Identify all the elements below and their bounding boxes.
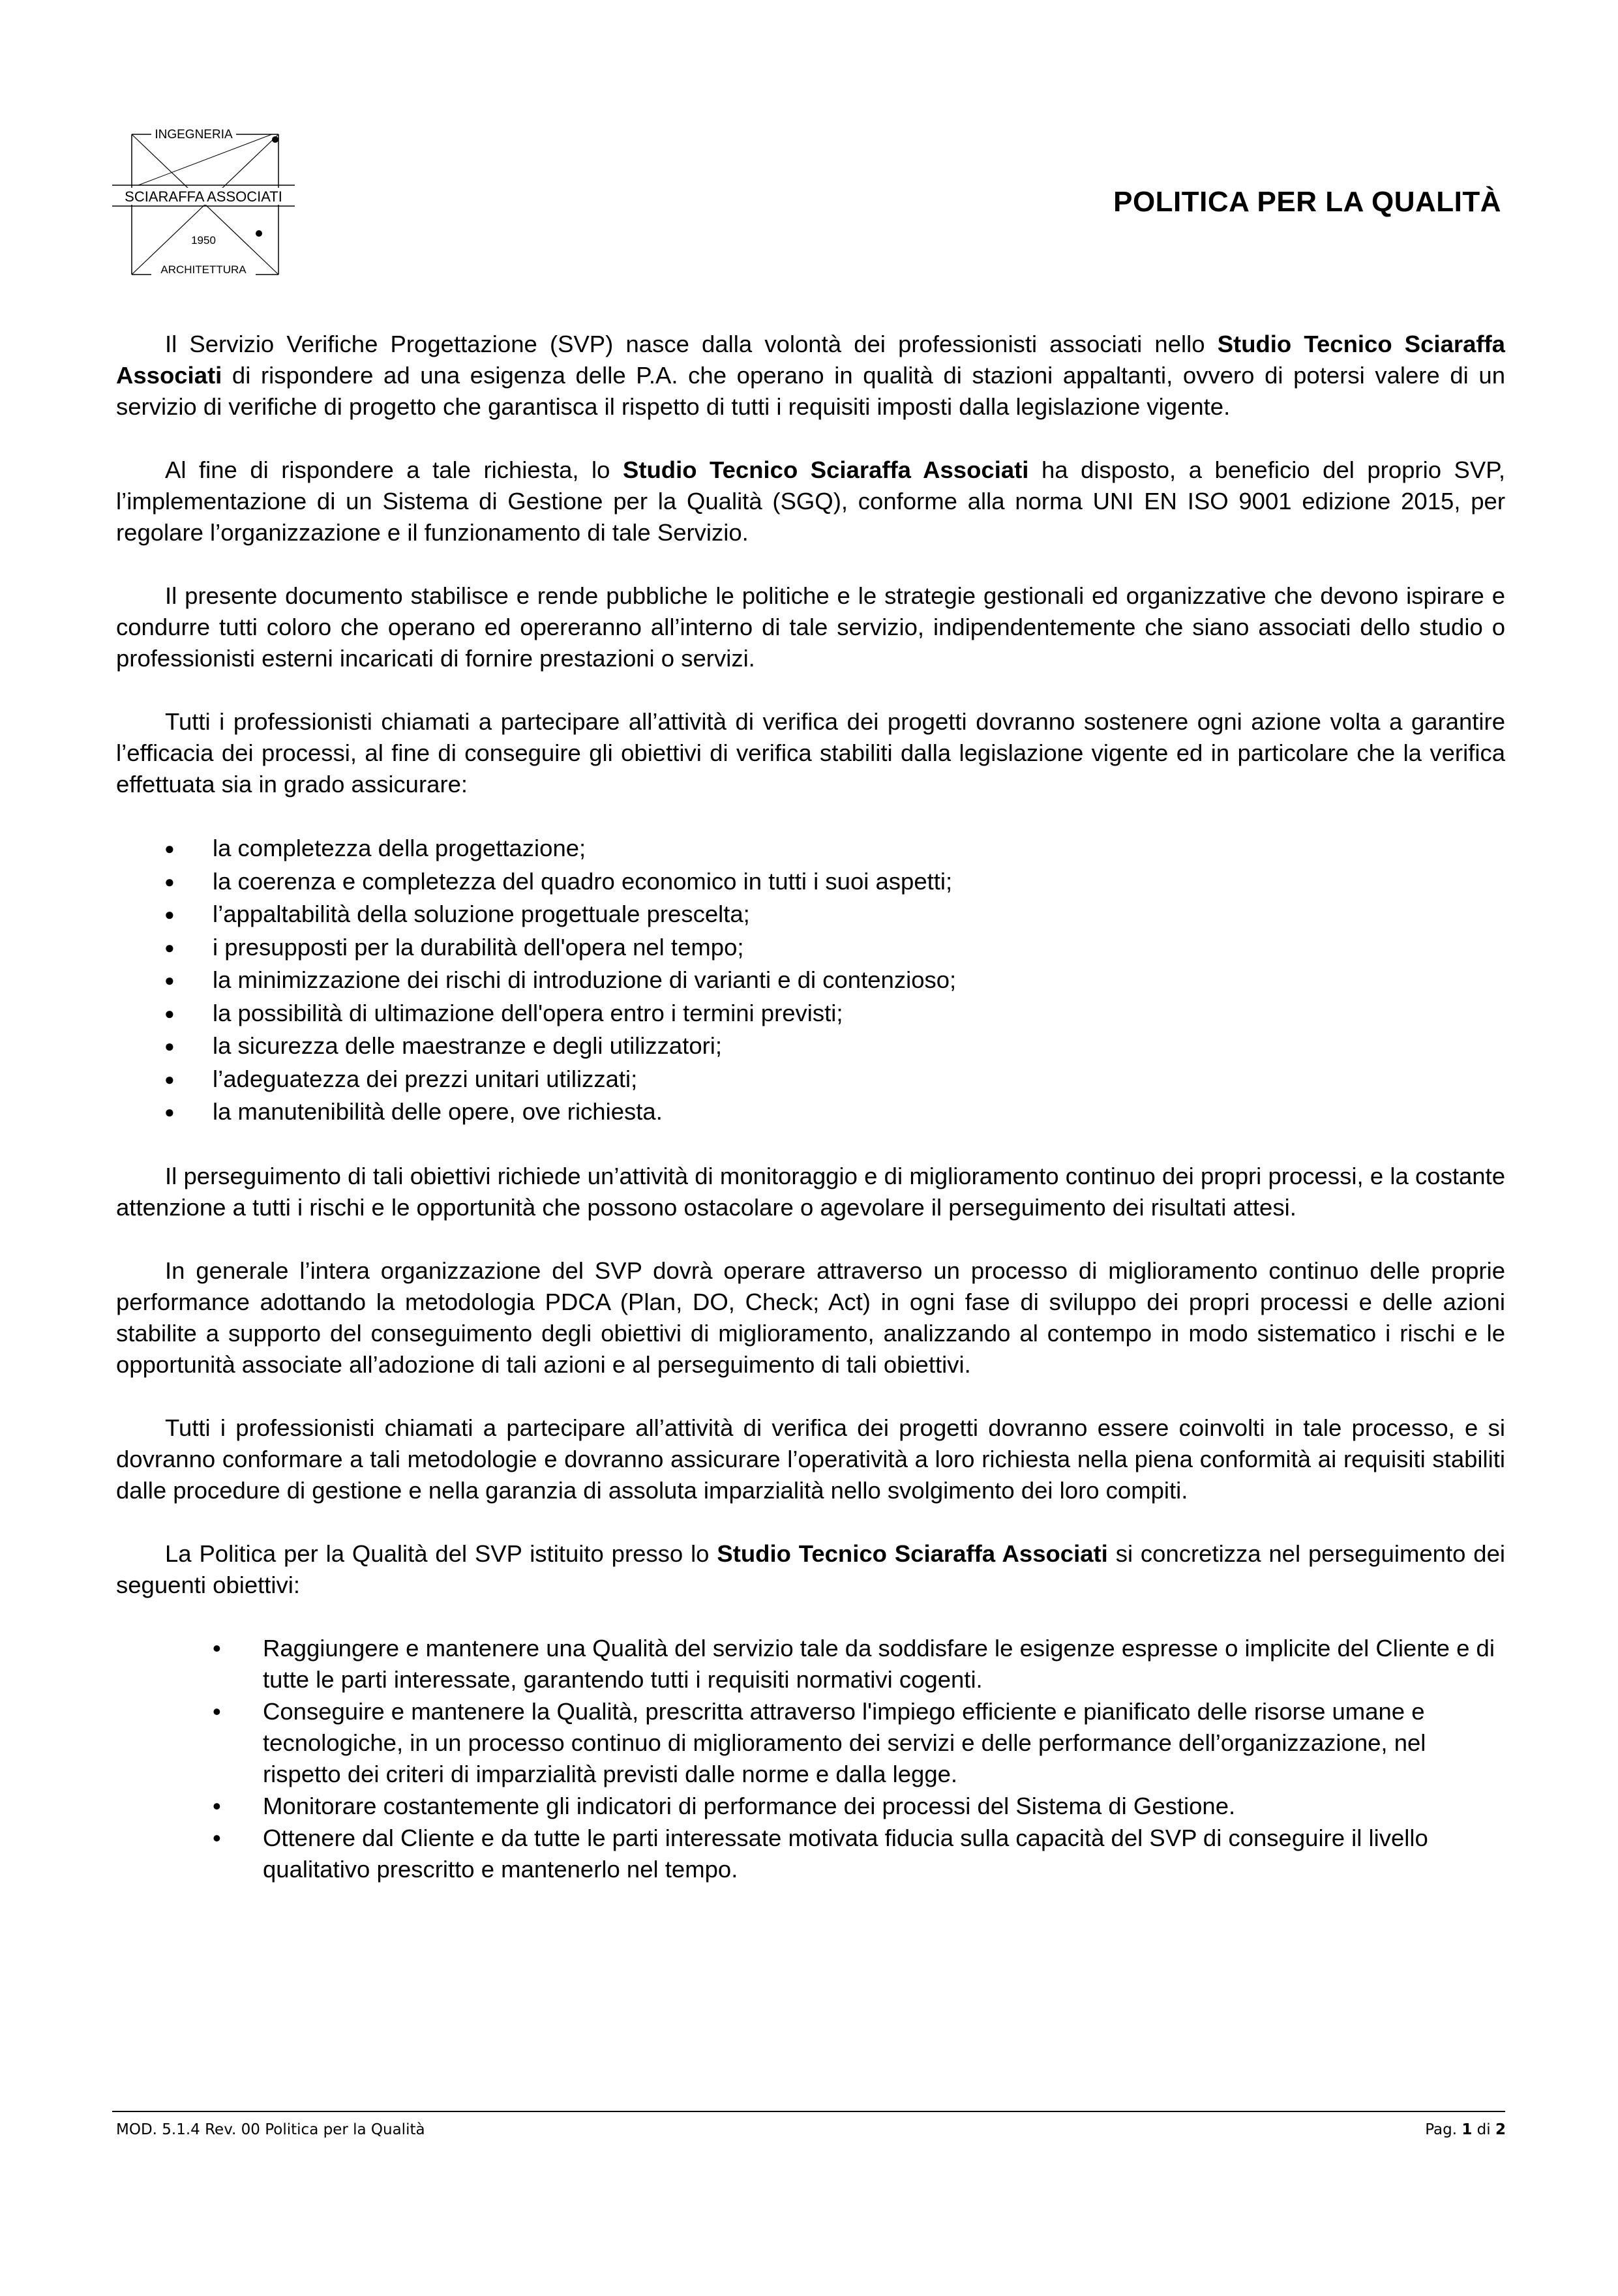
bullet-icon: ● xyxy=(164,904,175,924)
list-item-text: la minimizzazione dei rischi di introduzione di varianti e di contenzioso; xyxy=(213,966,957,993)
paragraph-2-bold: Studio Tecnico Sciaraffa Associati xyxy=(622,456,1029,483)
paragraph-8-text-b: si concretizza nel perseguimento dei seguenti obiettivi: xyxy=(116,1540,1505,1598)
footer-divider xyxy=(112,2111,1505,2112)
logo-text-bottom: ARCHITETTURA xyxy=(160,263,247,276)
list-item xyxy=(116,898,1505,931)
paragraph-2-text-b: ha disposto, a beneficio del proprio SVP, l’implementazione di un Sistema di Gestione per la Qualità (SGQ), conforme alla norma UNI EN ISO 9001 edizione 2015, per regolare l’organizzazione e il funzionamento di tale Servizio. xyxy=(116,456,1505,546)
quality-objectives-list xyxy=(116,1633,1505,1885)
bullet-icon: ● xyxy=(164,1102,175,1122)
bullet-icon: ● xyxy=(164,839,175,858)
list-item-text: la completezza della progettazione; xyxy=(213,835,586,861)
paragraph-3: Il presente documento stabilisce e rende pubbliche le politiche e le strategie gestionali ed organizzative che devono ispirare e condurre tutti coloro che operano ed opereranno all’interno di tale servizio, indipendentemente che siano associati dello studio o professionisti esterni incaricati di fornire prestazioni o servizi. xyxy=(116,582,1505,672)
list-item xyxy=(116,1633,1505,1695)
paragraph-8 xyxy=(116,1538,1505,1601)
list-item xyxy=(116,997,1505,1030)
logo-graphic xyxy=(112,121,295,278)
logo-text-year: 1950 xyxy=(191,234,216,246)
footer-document-code: MOD. 5.1.4 Rev. 00 Politica per la Qualità xyxy=(116,2121,425,2138)
list-item-text: la possibilità di ultimazione dell'opera entro i termini previsti; xyxy=(213,999,843,1026)
document-body xyxy=(116,329,1505,1886)
bullet-icon: ● xyxy=(164,1036,175,1056)
paragraph-1 xyxy=(116,329,1505,423)
logo-text-top: INGEGNERIA xyxy=(155,128,233,142)
list-item xyxy=(116,1063,1505,1096)
page-current: 1 xyxy=(1461,2121,1473,2138)
paragraph-1-bold: Studio Tecnico Sciaraffa Associati xyxy=(116,331,1505,389)
paragraph-4: Tutti i professionisti chiamati a partecipare all’attività di verifica dei progetti dovranno sostenere ogni azione volta a garantire l’efficacia dei processi, al fine di conseguire gli obiettivi di verifica stabiliti dalla legislazione vigente ed in particolare che la verifica effettuata sia in grado assicurare: xyxy=(116,708,1505,798)
list-item-text: la coerenza e completezza del quadro economico in tutti i suoi aspetti; xyxy=(213,867,953,895)
paragraph-1-text-a: Il Servizio Verifiche Progettazione (SVP) nasce dalla volontà dei professionisti associati nello xyxy=(165,331,1218,357)
paragraph-8-text-a: La Politica per la Qualità del SVP istituito presso lo xyxy=(165,1540,717,1567)
list-item xyxy=(116,865,1505,899)
bullet-icon: ● xyxy=(164,871,175,891)
bullet-icon: ● xyxy=(164,1003,175,1023)
bullet-icon: • xyxy=(213,1634,221,1662)
page-total: 2 xyxy=(1495,2121,1506,2138)
bullet-icon: ● xyxy=(164,937,175,957)
bullet-icon: ● xyxy=(164,970,175,990)
paragraph-2 xyxy=(116,455,1505,548)
page-label: Pag. xyxy=(1425,2121,1462,2138)
list-item-text: l’adeguatezza dei prezzi unitari utilizzati; xyxy=(213,1065,638,1092)
page-separator: di xyxy=(1472,2121,1495,2138)
list-item xyxy=(116,832,1505,865)
list-item xyxy=(116,1696,1505,1790)
verification-goals-list xyxy=(116,832,1505,1129)
list-item-text: Conseguire e mantenere la Qualità, prescritta attraverso l'impiego efficiente e pianificato delle risorse umane e tecnologiche, in un processo continuo di miglioramento dei servizi e delle performance dell’organizzazione, nel rispetto dei criteri di imparzialità previsti dalle norme e dalla legge. xyxy=(263,1697,1426,1787)
list-item xyxy=(116,1096,1505,1129)
logo-text-name: SCIARAFFA ASSOCIATI xyxy=(125,188,282,205)
list-item xyxy=(116,1030,1505,1063)
paragraph-1-text-b: di rispondere ad una esigenza delle P.A. che operano in qualità di stazioni appaltanti, ovvero di potersi valere di un servizio di verifiche di progetto che garantisca il rispetto di tutti i requisiti imposti dalla legislazione vigente. xyxy=(116,362,1505,420)
paragraph-8-bold: Studio Tecnico Sciaraffa Associati xyxy=(717,1540,1108,1567)
bullet-icon: • xyxy=(213,1697,221,1725)
list-item-text: Monitorare costantemente gli indicatori di performance dei processi del Sistema di Gestione. xyxy=(263,1792,1236,1819)
paragraph-6: In generale l’intera organizzazione del SVP dovrà operare attraverso un processo di miglioramento continuo delle proprie performance adottando la metodologia PDCA (Plan, DO, Check; Act) in ogni fase di sviluppo dei propri processi e delle azioni stabilite a supporto del conseguimento degli obiettivi di miglioramento, analizzando al contempo in modo sistematico i rischi e le opportunità associate all’adozione di tali azioni e al perseguimento di tali obiettivi. xyxy=(116,1257,1505,1378)
company-logo xyxy=(112,121,295,278)
list-item xyxy=(116,1823,1505,1885)
paragraph-5: Il perseguimento di tali obiettivi richiede un’attività di monitoraggio e di miglioramento continuo dei propri processi, e la costante attenzione a tutti i rischi e le opportunità che possono ostacolare o agevolare il perseguimento dei risultati attesi. xyxy=(116,1162,1505,1221)
list-item-text: la manutenibilità delle opere, ove richiesta. xyxy=(213,1098,663,1125)
paragraph-2-text-a: Al fine di rispondere a tale richiesta, lo xyxy=(165,456,623,483)
list-item-text: l’appaltabilità della soluzione progettuale prescelta; xyxy=(213,901,750,927)
document-title: POLITICA PER LA QUALITÀ xyxy=(1113,186,1501,218)
footer-page-number xyxy=(1425,2119,1506,2140)
list-item-text: Raggiungere e mantenere una Qualità del servizio tale da soddisfare le esigenze espresse o implicite del Cliente e di tutte le parti interessate, garantendo tutti i requisiti normativi cogenti. xyxy=(263,1634,1495,1693)
list-item-text: la sicurezza delle maestranze e degli utilizzatori; xyxy=(213,1032,723,1059)
list-item xyxy=(116,931,1505,964)
bullet-icon: • xyxy=(213,1792,221,1819)
paragraph-7: Tutti i professionisti chiamati a partecipare all’attività di verifica dei progetti dovranno essere coinvolti in tale processo, e si dovranno conformare a tali metodologie e dovranno assicurare l’operatività a loro richiesta nella piena conformità ai requisiti stabiliti dalle procedure di gestione e nella garanzia di assoluta imparzialità nello svolgimento dei loro compiti. xyxy=(116,1414,1505,1504)
list-item-text: Ottenere dal Cliente e da tutte le parti interessate motivata fiducia sulla capacità del SVP di conseguire il livello qualitativo prescritto e mantenerlo nel tempo. xyxy=(263,1824,1428,1883)
list-item xyxy=(116,1791,1505,1822)
bullet-icon: • xyxy=(213,1824,221,1851)
list-item-text: i presupposti per la durabilità dell'opera nel tempo; xyxy=(213,933,744,961)
bullet-icon: ● xyxy=(164,1069,175,1089)
list-item xyxy=(116,964,1505,997)
